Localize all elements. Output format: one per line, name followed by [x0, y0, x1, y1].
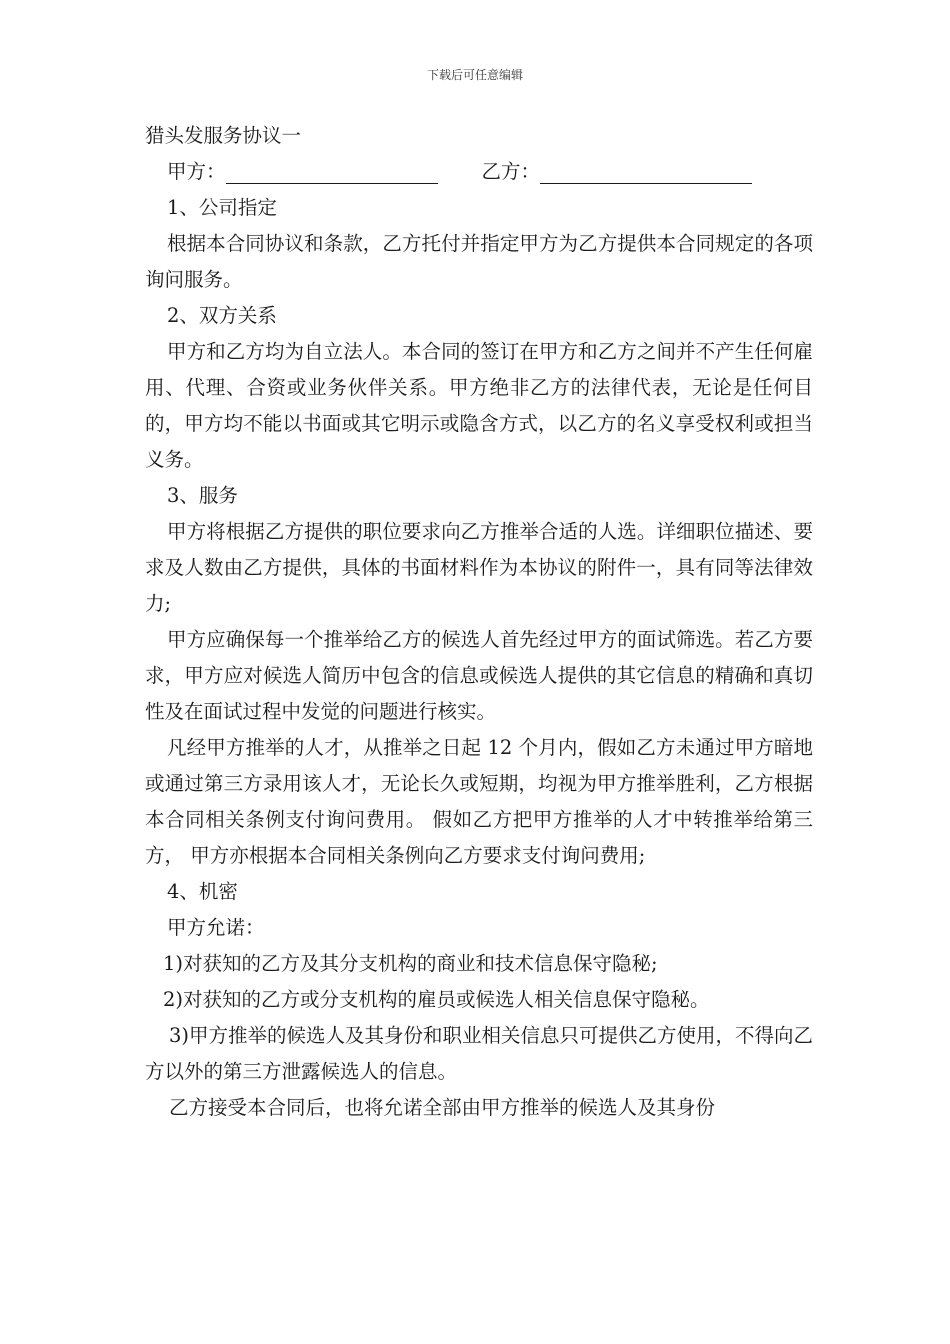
- section-3-paragraph-1: 甲方将根据乙方提供的职位要求向乙方推举合适的人选。详细职位描述、要求及人数由乙方提供，具体的书面材料作为本协议的附件一，具有同等法律效力;: [145, 520, 813, 615]
- party-a: [167, 154, 438, 190]
- document-body: [145, 118, 813, 1126]
- section-2-paragraph: 甲方和乙方均为自立法人。本合同的签订在甲方和乙方之间并不产生任何雇用、代理、合资或业务伙伴关系。甲方绝非乙方的法律代表，无论是任何目的，甲方均不能以书面或其它明示或隐含方式，以乙方的名义享受权利或担当义务。: [145, 340, 813, 471]
- section-1-paragraph: 根据本合同协议和条款，乙方托付并指定甲方为乙方提供本合同规定的各项询问服务。: [145, 232, 813, 291]
- section-1-heading: 1、公司指定: [167, 196, 277, 219]
- section-3-paragraph-2: 甲方应确保每一个推举给乙方的候选人首先经过甲方的面试筛选。若乙方要求，甲方应对候选人简历中包含的信息或候选人提供的其它信息的精确和真切性及在面试过程中发觉的问题进行核实。: [145, 628, 813, 723]
- section-4-item-2: 2)对获知的乙方或分支机构的雇员或候选人相关信息保守隐秘。: [163, 988, 710, 1011]
- parties-line: [145, 154, 813, 190]
- party-a-label: 甲方：: [167, 160, 226, 183]
- section-4-heading: 4、机密: [167, 880, 238, 903]
- party-a-blank: [226, 159, 438, 184]
- document-title: 猎头发服务协议一: [145, 124, 302, 147]
- party-b-label: 乙方：: [481, 160, 541, 183]
- section-4-intro: 甲方允诺：: [167, 916, 265, 939]
- party-b-blank: [540, 159, 752, 184]
- section-3-paragraph-3: 凡经甲方推举的人才，从推举之日起 12 个月内，假如乙方未通过甲方暗地或通过第三方录用该人才，无论长久或短期，均视为甲方推举胜利，乙方根据本合同相关条例支付询问费用。 假如乙方把甲方推举的人才中转推举给第三方， 甲方亦根据本合同相关条例向乙方要求支付询问费用;: [145, 736, 813, 867]
- section-4-item-1: 1)对获知的乙方及其分支机构的商业和技术信息保守隐秘;: [163, 952, 658, 975]
- page-header-note: 下载后可任意编辑: [426, 68, 523, 82]
- section-2-heading: 2、双方关系: [167, 304, 277, 327]
- party-b: [482, 154, 753, 190]
- section-4-item-3: 3)甲方推举的候选人及其身份和职业相关信息只可提供乙方使用，不得向乙方以外的第三方泄露候选人的信息。: [145, 1024, 814, 1083]
- section-3-heading: 3、服务: [167, 484, 238, 507]
- section-4-last-paragraph: 乙方接受本合同后，也将允诺全部由甲方推举的候选人及其身份: [169, 1096, 716, 1119]
